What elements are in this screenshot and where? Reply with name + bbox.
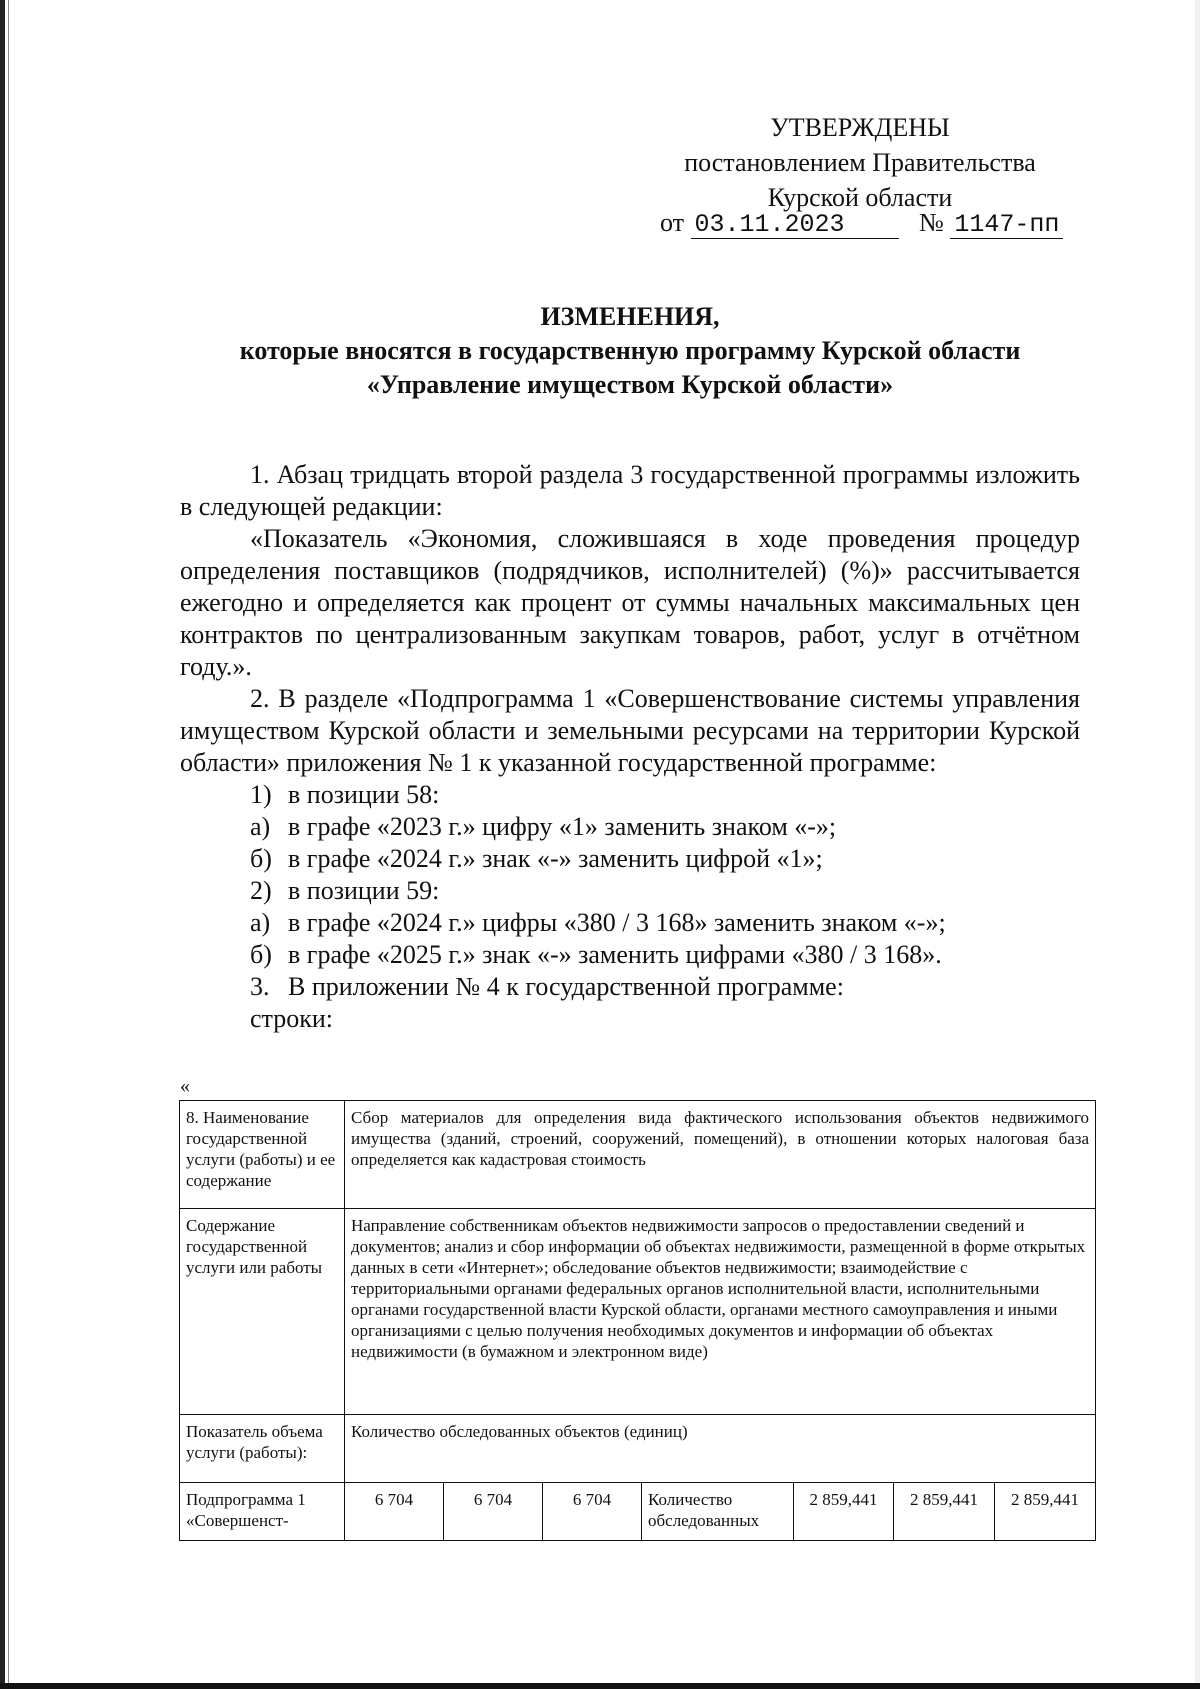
ot-label: от	[660, 208, 685, 237]
document-body	[180, 459, 1080, 1035]
approval-issuer: постановлением Правительства	[684, 148, 1036, 177]
paragraph-2: «Показатель «Экономия, сложившаяся в ходе проведения процедур определения поставщиков (подрядчиков, исполнителей) (%)» рассчитывается ежегодно и определяется как процент от суммы начальных максимальных цен контрактов по централизованным закупкам товаров, работ, услуг в отчётном году.».	[180, 524, 1080, 681]
title-line-1: ИЗМЕНЕНИЯ,	[540, 302, 720, 331]
paragraph-3: 2. В разделе «Подпрограмма 1 «Совершенствование системы управления имуществом Курской области и земельными ресурсами на территории Курской области» приложения № 1 к указанной государственной программе:	[180, 684, 1080, 777]
indicator-name: Количество обследованных	[642, 1483, 794, 1541]
approval-region: Курской области	[767, 183, 953, 212]
program-table	[179, 1100, 1096, 1541]
scan-edge-left	[0, 0, 5, 1689]
approval-block	[640, 110, 1080, 215]
row-value: Количество обследованных объектов (единиц)	[345, 1415, 1096, 1483]
list-item: 3. В приложении № 4 к государственной программе:	[250, 972, 844, 1001]
scan-edge-right	[1195, 0, 1200, 1689]
list-item: 2) в позиции 59:	[250, 876, 440, 905]
row-label: 8. Наименование государственной услуги (работы) и ее содержание	[180, 1101, 345, 1209]
paragraph-1: 1. Абзац тридцать второй раздела 3 государственной программы изложить в следующей редакции:	[180, 460, 1080, 521]
cell-funding: 2 859,441	[894, 1483, 995, 1541]
list-item: б) в графе «2025 г.» знак «-» заменить цифрами «380 / 3 168».	[250, 940, 942, 969]
list-item: а) в графе «2024 г.» цифры «380 / 3 168» заменить знаком «-»;	[250, 908, 946, 937]
row-label: Содержание государственной услуги или работы	[180, 1209, 345, 1415]
cell-value: 6 704	[444, 1483, 543, 1541]
cell-funding: 2 859,441	[794, 1483, 894, 1541]
title-line-3: «Управление имуществом Курской области»	[366, 370, 894, 399]
row-label: Показатель объема услуги (работы):	[180, 1415, 345, 1483]
row-value: Сбор материалов для определения вида фактического использования объектов недвижимого имущества (зданий, строений, сооружений, помещений), в отношении которых налоговая база определяется как кадастровая стоимость	[345, 1101, 1096, 1209]
list-item: 1) в позиции 58:	[250, 780, 440, 809]
approval-title: УТВЕРЖДЕНЫ	[770, 113, 950, 142]
table-row	[180, 1415, 1096, 1483]
table-row	[180, 1483, 1096, 1541]
document-title	[180, 300, 1080, 402]
scan-edge-bottom	[0, 1683, 1200, 1689]
approval-date-number	[660, 208, 1063, 239]
cell-value: 6 704	[543, 1483, 642, 1541]
table-row	[180, 1209, 1096, 1415]
title-line-2: которые вносятся в государственную программу Курской области	[239, 336, 1021, 365]
strokes-label: строки:	[250, 1004, 333, 1033]
row-label: Подпрограмма 1 «Совершенст-	[180, 1483, 345, 1541]
scan-edge-left-line	[8, 0, 9, 1689]
decree-number: 1147-пп	[950, 212, 1063, 239]
cell-funding: 2 859,441	[995, 1483, 1096, 1541]
list-item: б) в графе «2024 г.» знак «-» заменить цифрой «1»;	[250, 844, 823, 873]
table-row	[180, 1101, 1096, 1209]
cell-value: 6 704	[345, 1483, 444, 1541]
number-sign: №	[919, 208, 944, 237]
row-value: Направление собственникам объектов недвижимости запросов о предоставлении сведений и документов; анализ и сбор информации об объектах недвижимости, размещенной в форме открытых данных в сети «Интернет»; обследование объектов недвижимости; взаимодействие с территориальными органами федеральных органов исполнительной власти, исполнительными органами государственной власти Курской области, органами местного самоуправления и иными организациями с целью получения необходимых документов и информации об объектах недвижимости (в бумажном и электронном виде)	[345, 1209, 1096, 1415]
decree-date: 03.11.2023	[691, 212, 899, 239]
open-quote: «	[180, 1075, 190, 1097]
list-item: а) в графе «2023 г.» цифру «1» заменить знаком «-»;	[250, 812, 837, 841]
